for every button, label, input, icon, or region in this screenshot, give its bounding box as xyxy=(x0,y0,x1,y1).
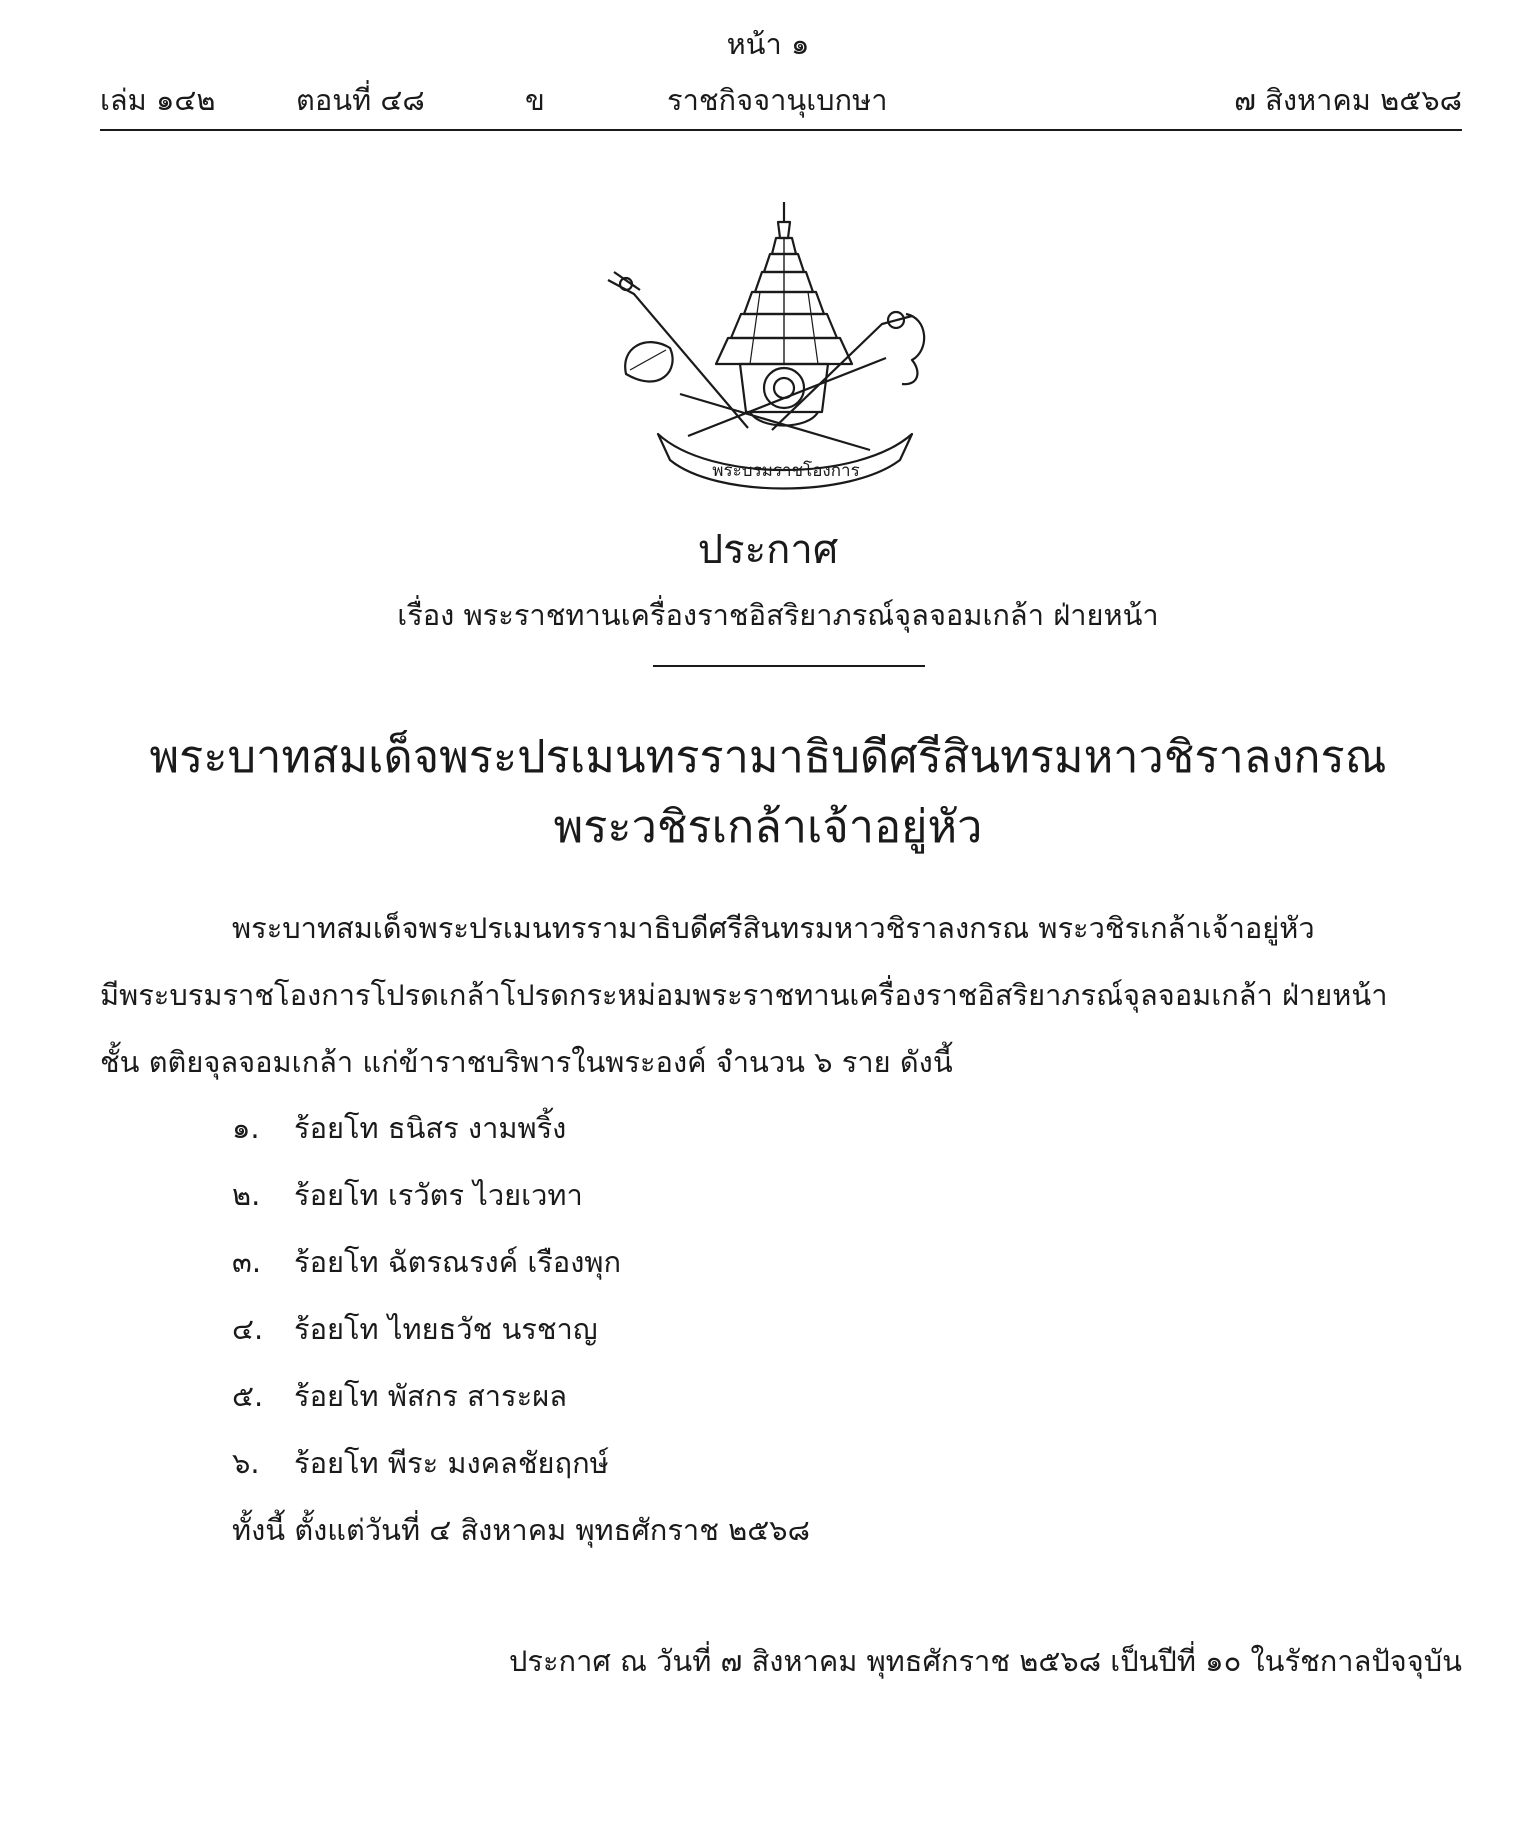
recipient-name: ร้อยโท เรวัตร ไวยเวทา xyxy=(294,1178,583,1212)
list-item xyxy=(232,1379,567,1413)
closing-statement: ประกาศ ณ วันที่ ๗ สิงหาคม พุทธศักราช ๒๕๖๘ เป็นปีที่ ๑๐ ในรัชกาลปัจจุบัน xyxy=(508,1644,1462,1678)
announcement-title: ประกาศ xyxy=(697,527,839,573)
list-item-number: ๖. xyxy=(232,1446,260,1480)
king-name-line-1: พระบาทสมเด็จพระปรเมนทรรามาธิบดีศรีสินทรมหาวชิราลงกรณ xyxy=(149,730,1387,783)
royal-seal-icon xyxy=(600,198,936,494)
paragraph-line-1: พระบาทสมเด็จพระปรเมนทรรามาธิบดีศรีสินทรมหาวชิราลงกรณ พระวชิรเกล้าเจ้าอยู่หัว xyxy=(232,911,1315,945)
list-item-number: ๕. xyxy=(232,1379,264,1413)
list-item-number: ๔. xyxy=(232,1312,264,1346)
royal-emblem xyxy=(600,198,936,494)
gazette-name: ราชกิจจานุเบกษา xyxy=(667,83,888,117)
recipient-name: ร้อยโท ไทยธวัช นรชาญ xyxy=(294,1312,598,1346)
section-letter: ข xyxy=(525,83,545,117)
header-divider xyxy=(100,129,1462,131)
subject-underline xyxy=(653,665,925,667)
recipient-name: ร้อยโท พีระ มงคลชัยฤกษ์ xyxy=(294,1446,609,1480)
list-item xyxy=(232,1446,609,1480)
list-item xyxy=(232,1111,567,1145)
list-item xyxy=(232,1178,583,1212)
paragraph-line-2: มีพระบรมราชโองการโปรดเกล้าโปรดกระหม่อมพระราชทานเครื่องราชอิสริยาภรณ์จุลจอมเกล้า ฝ่ายหน้า xyxy=(100,978,1388,1012)
recipient-name: ร้อยโท ฉัตรณรงค์ เรืองพุก xyxy=(294,1245,622,1279)
list-item xyxy=(232,1245,622,1279)
recipient-name: ร้อยโท พัสกร สาระผล xyxy=(294,1379,567,1413)
list-item-number: ๑. xyxy=(232,1111,260,1145)
list-item-number: ๒. xyxy=(232,1178,261,1212)
announcement-subject: เรื่อง พระราชทานเครื่องราชอิสริยาภรณ์จุลจอมเกล้า ฝ่ายหน้า xyxy=(397,598,1159,632)
recipient-name: ร้อยโท ธนิสร งามพริ้ง xyxy=(294,1111,567,1145)
header-date: ๗ สิงหาคม ๒๕๖๘ xyxy=(1234,83,1462,117)
paragraph-line-3: ชั้น ตติยจุลจอมเกล้า แก่ข้าราชบริพารในพระองค์ จำนวน ๖ ราย ดังนี้ xyxy=(100,1045,953,1079)
seal-text: พระบรมราชโองการ xyxy=(712,461,860,481)
effective-date: ทั้งนี้ ตั้งแต่วันที่ ๔ สิงหาคม พุทธศักราช ๒๕๖๘ xyxy=(232,1513,810,1547)
volume-number: เล่ม ๑๔๒ xyxy=(100,83,216,117)
king-name-line-2: พระวชิรเกล้าเจ้าอยู่หัว xyxy=(553,800,983,853)
list-item-number: ๓. xyxy=(232,1245,262,1279)
list-item xyxy=(232,1312,598,1346)
page-number: หน้า ๑ xyxy=(726,27,810,61)
issue-number: ตอนที่ ๔๘ xyxy=(296,83,425,117)
